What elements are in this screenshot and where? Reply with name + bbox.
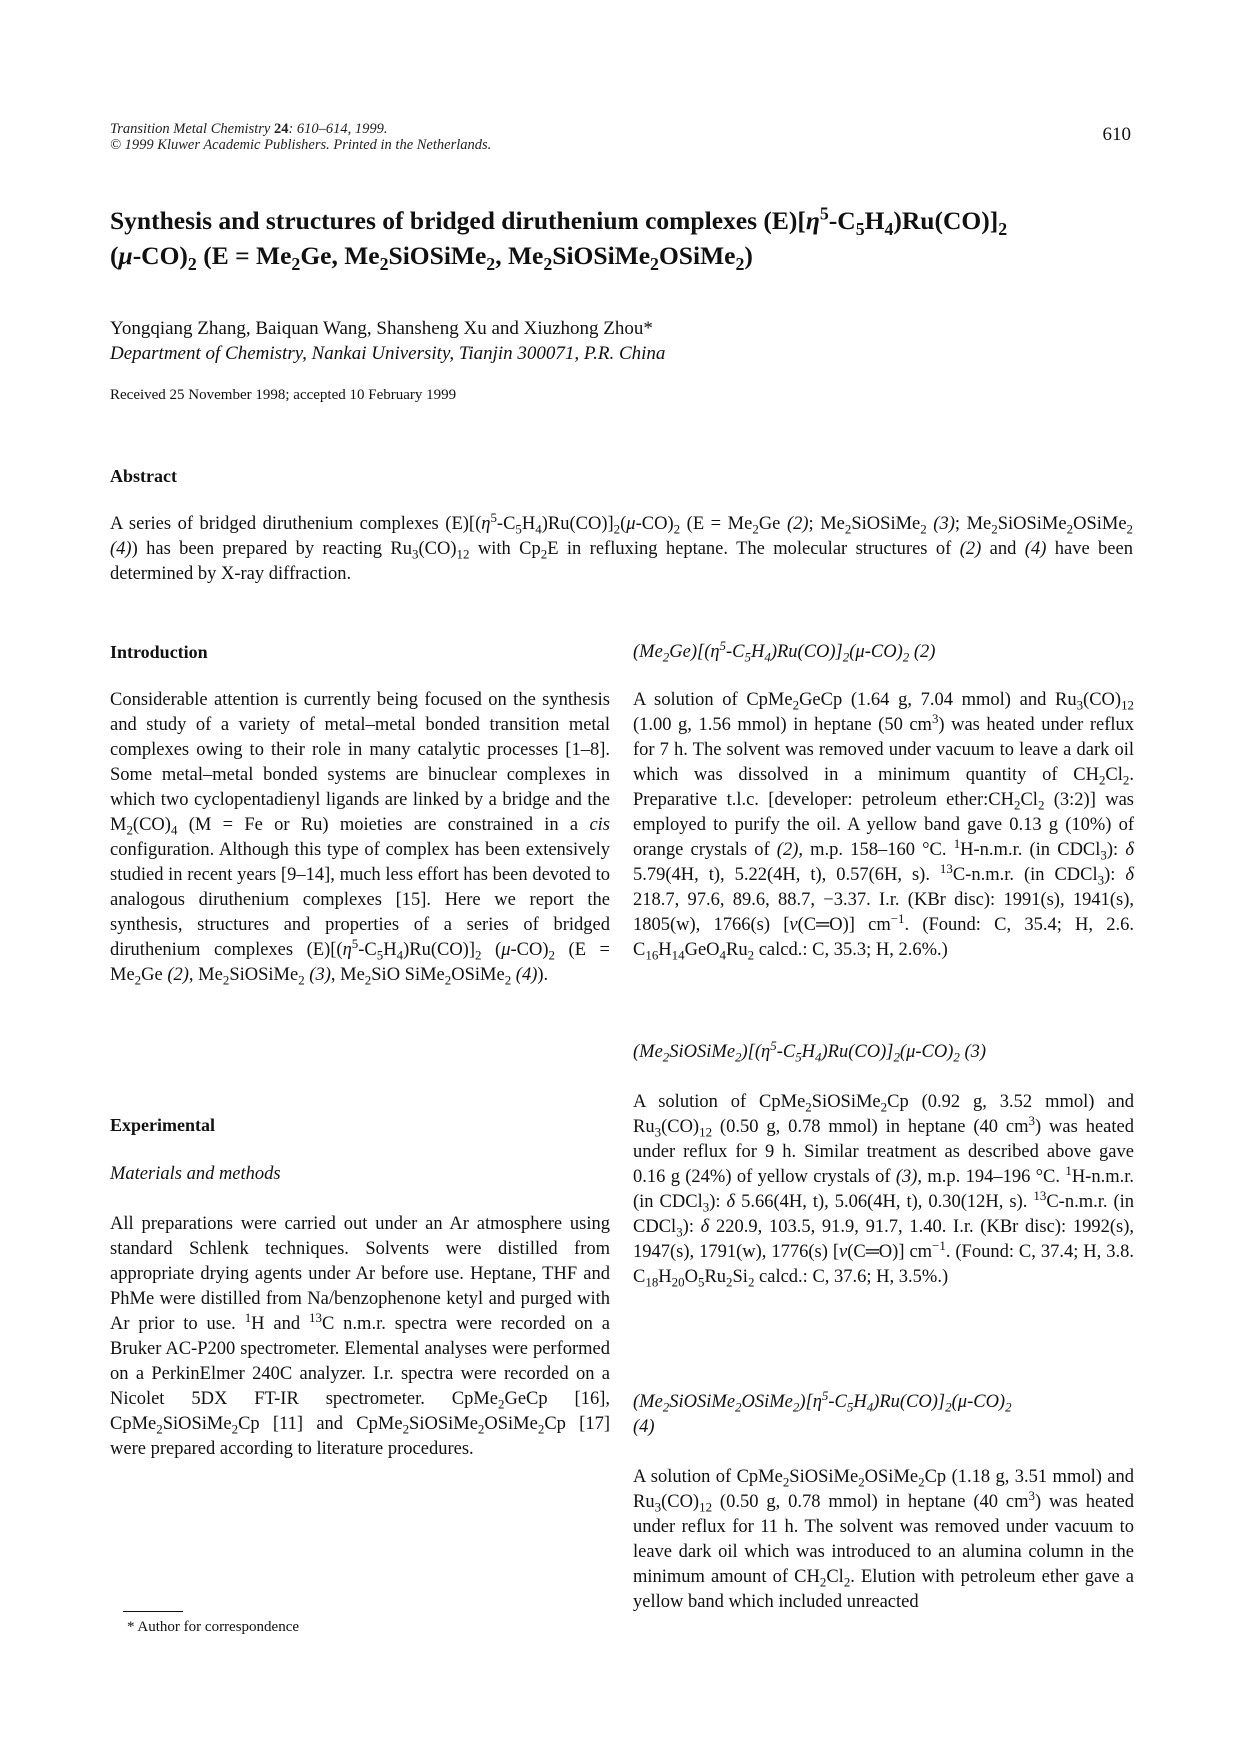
affiliation: Department of Chemistry, Nankai University, Tianjin 300071, P.R. China [110, 343, 666, 364]
author-block [110, 316, 665, 366]
abstract-text: A series of bridged diruthenium complexes $(E)[(\eta^5-C_5H_4)Ru(CO)]_2(\mu-CO)_2$ ($E = Me_2Ge$ (2); $Me_2SiOSiMe_2$ (3); $Me_2SiOSiMe_2OSiMe_2$ (4)) has been prepared by reacting $Ru_3(CO)_{12}$ with $Cp_2E$ in refluxing heptane. The molecular structures of (2) and (4) have been determined by X-ray diffraction. [110, 509, 1133, 584]
journal-citation: Transition Metal Chemistry 24: 610–614, 1999. [110, 121, 388, 137]
introduction-heading: Introduction [110, 642, 208, 662]
running-header [110, 121, 491, 153]
compound-2-paragraph: A solution of CpMe$_2$GeCp (1.64 g, 7.04 mmol) and $Ru_3(CO)_{12}$ (1.00 g, 1.56 mmol) in heptane (50 $cm^3$) was heated under reflux for 7 h. The solvent was removed under vacuum to leave a dark oil which was dissolved in a minimum quantity of $CH_2Cl_2$. Preparative t.l.c. [developer: petroleum $ether:CH_2Cl_2$ (3:2)] was employed to purify the oil. A yellow band gave 0.13 g (10%) of orange crystals of (2), m.p. 158–160 °C. $^1$H-n.m.r. (in CDCl$_3$): δ 5.79(4H, t), 5.22(4H, t), 0.57(6H, s). $^{13}$C-n.m.r. (in CDCl$_3$): δ 218.7, 97.6, 89.6, 88.7, −3.37. I.r. (KBr disc): 1991(s), 1941(s), 1805(w), 1766(s) [ν(C═O)] $cm^{-1}$. (Found: C, 35.4; H, 2.6. $C_{16}H_{14}GeO_4Ru_2$ calcd.: C, 35.3; H, 2.6%.) [633, 690, 1135, 963]
footnote-rule [123, 1611, 183, 1612]
experimental-heading: Experimental [110, 1115, 215, 1135]
introduction-paragraph: Considerable attention is currently being focused on the synthesis and study of a variety of metal–metal bonded transition metal complexes owing to their role in many catalytic processes [1–8]. Some metal–metal bonded systems are binuclear complexes in which two cyclopentadienyl ligands are linked by a bridge and the $M_2(CO)_4$ (M = Fe or Ru) moieties are constrained in a cis configuration. Although this type of complex has been extensively studied in recent years [9–14], much less effort has been devoted to analogous diruthenium complexes [15]. Here we report the synthesis, structures and properties of a series of bridged diruthenium complexes $(E)[(\eta^5-C_5H_4)Ru(CO)]_2$ $(\mu-CO)_2$ ($E = Me_2Ge$ (2), $Me_2SiOSiMe_2$ (3), $Me_2SiO$ SiMe$_2$OSiMe$_2$ (4)). [110, 690, 610, 988]
compound-3-paragraph: A solution of CpMe$_2$SiOSiMe$_2$Cp (0.92 g, 3.52 mmol) and $Ru_3(CO)_{12}$ (0.50 g, 0.78 mmol) in heptane (40 $cm^3$) was heated under reflux for 9 h. Similar treatment as described above gave 0.16 g (24%) of yellow crystals of (3), m.p. 194–196 °C. $^1$H-n.m.r. (in CDCl$_3$): δ 5.66(4H, t), 5.06(4H, t), 0.30(12H, s). $^{13}$C-n.m.r. (in CDCl$_3$): δ 220.9, 103.5, 91.9, 91.7, 1.40. I.r. (KBr disc): 1992(s), 1947(s), 1791(w), 1776(s) [ν(C═O)] $cm^{-1}$. (Found: C, 37.4; H, 3.8. $C_{18}H_{20}O_5Ru_2Si_2$ calcd.: C, 37.6; H, 3.5%.) [633, 1092, 1134, 1290]
received-dates: Received 25 November 1998; accepted 10 February 1999 [110, 387, 457, 403]
compound-4-paragraph: A solution of CpMe$_2$SiOSiMe$_2$OSiMe$_2$Cp (1.18 g, 3.51 mmol) and $Ru_3(CO)_{12}$ (0.50 g, 0.78 mmol) in heptane (40 $cm^3$) was heated under reflux for 11 h. The solvent was removed under vacuum to leave dark oil which was introduced to an alumina column in the minimum amount of $CH_2Cl_2$. Elution with petroleum ether gave a yellow band which included unreacted [633, 1467, 1134, 1612]
compound-3-heading: $(Me_2SiOSiMe_2)[(\eta^5-C_5H_4)Ru(CO)]_2(\mu-CO)_2$ (3) [633, 1037, 987, 1065]
copyright-line: © 1999 Kluwer Academic Publishers. Printed in the Netherlands. [110, 137, 492, 153]
materials-subheading: Materials and methods [110, 1164, 281, 1184]
page-number: 610 [1102, 124, 1131, 145]
abstract-heading: Abstract [110, 466, 177, 486]
materials-paragraph: All preparations were carried out under an Ar atmosphere using standard Schlenk techniques. Solvents were distilled from appropriate drying agents under Ar before use. Heptane, THF and PhMe were distilled from Na/benzophenone ketyl and purged with Ar prior to use. $^1$H and $^{13}$C n.m.r. spectra were recorded on a Bruker AC-P200 spectrometer. Elemental analyses were performed on a PerkinElmer 240C analyzer. I.r. spectra were recorded on a Nicolet 5DX FT-IR spectrometer. CpMe$_2$GeCp [16], CpMe$_2$SiOSiMe$_2$Cp [11] and CpMe$_2$SiOSiMe$_2$OSiMe$_2$Cp [17] were prepared according to literature procedures. [110, 1214, 611, 1459]
footnote: * Author for correspondence [127, 1619, 300, 1635]
compound-2-heading: $(Me_2Ge)[(\eta^5-C_5H_4)Ru(CO)]_2(\mu-CO)_2$ (2) [633, 637, 936, 665]
article-title: Synthesis and structures of bridged diruthenium complexes $(E)[\eta^5-C_5H_4)Ru(CO)]_2$ $(\mu-CO)_2$ ($E = Me_2Ge$, $Me_2SiOSiMe_2$, $Me_2SiOSiMe_2OSiMe_2$) [110, 203, 1008, 275]
compound-4-heading: $(Me_2SiOSiMe_2OSiMe_2)[\eta^5-C_5H_4)Ru(CO)]_2(\mu-CO)_2$ (4) [633, 1387, 1012, 1437]
author-list: Yongqiang Zhang, Baiquan Wang, Shansheng Xu and Xiuzhong Zhou* [110, 318, 653, 339]
